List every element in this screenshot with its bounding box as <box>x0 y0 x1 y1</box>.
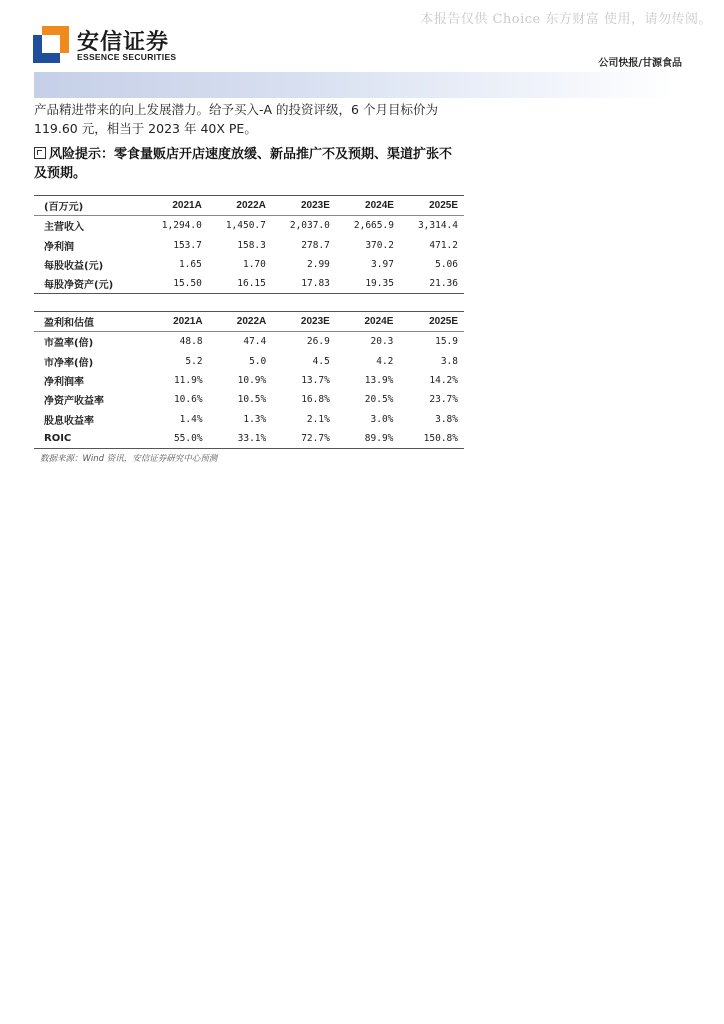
table-cell: 3.97 <box>371 259 394 271</box>
table-cell: 15.50 <box>144 274 208 294</box>
table-cell: 1,450.7 <box>225 220 266 232</box>
table-header-cell: 2023E <box>272 312 336 332</box>
table-cell: 23.7% <box>429 394 458 406</box>
table-header-cell: 2023E <box>272 196 336 216</box>
table-cell: 3.0% <box>370 413 394 425</box>
table-cell: 278.7 <box>301 239 330 251</box>
table-cell: 主营收入 <box>44 222 84 234</box>
risk-warning <box>34 145 464 183</box>
table-header-row <box>34 312 464 332</box>
table-header-cell: 2022A <box>209 312 273 332</box>
table-cell: 17.83 <box>272 274 336 294</box>
table-cell: 净利润 <box>44 241 74 253</box>
table-cell: 2.1% <box>306 413 330 425</box>
table-cell: 股息收益率 <box>44 415 94 427</box>
table-header-row <box>34 196 464 216</box>
table-cell: 10.5% <box>237 394 267 406</box>
table-cell: 2,037.0 <box>289 220 330 232</box>
table-row <box>34 332 464 352</box>
table-cell: 21.36 <box>400 274 464 294</box>
table-header-cell: 2025E <box>400 196 464 216</box>
table-header-cell: 2021A <box>145 312 209 332</box>
table-row <box>34 390 464 409</box>
table-cell: 4.5 <box>312 355 330 367</box>
table-cell: 13.9% <box>364 375 394 387</box>
table-cell: 3.8 <box>440 355 458 367</box>
table-cell: 153.7 <box>173 239 202 251</box>
table-cell: 20.3 <box>370 336 394 348</box>
table-cell: 13.7% <box>301 375 330 387</box>
table-cell: 16.15 <box>208 274 272 294</box>
table-row <box>34 429 464 449</box>
table-cell: 4.2 <box>376 355 394 367</box>
table-cell: 47.4 <box>243 336 267 348</box>
table-header-cell: (百万元) <box>34 196 144 216</box>
data-source-note: 数据来源：Wind 资讯，安信证券研究中心预测 <box>40 454 218 464</box>
checkbox-bullet-icon <box>34 147 46 159</box>
table-row <box>34 371 464 390</box>
table-cell: 48.8 <box>179 336 203 348</box>
table-cell: 89.9% <box>336 429 400 449</box>
table-cell: 15.9 <box>435 336 458 348</box>
table-cell: 370.2 <box>365 239 394 251</box>
table-header-cell: 2024E <box>336 312 400 332</box>
table-cell: 3,314.4 <box>417 220 458 232</box>
table-cell: 3.8% <box>435 413 458 425</box>
table-cell: 市净率(倍) <box>44 357 94 369</box>
valuation-table <box>34 311 464 449</box>
table-cell: 市盈率(倍) <box>44 338 94 350</box>
table-cell: 16.8% <box>301 394 330 406</box>
table-cell: 5.2 <box>185 355 203 367</box>
table-cell: 净资产收益率 <box>44 396 104 408</box>
risk-text: 风险提示：零食量贩店开店速度放缓、新品推广不及预期、渠道扩张不及预期。 <box>34 147 453 181</box>
table-header-cell: 盈利和估值 <box>34 312 145 332</box>
table-cell: 10.9% <box>237 375 267 387</box>
table-cell: 净利润率 <box>44 377 84 389</box>
table-cell: 14.2% <box>429 375 458 387</box>
table-cell: 33.1% <box>209 429 273 449</box>
table-cell: 2,665.9 <box>353 220 394 232</box>
table-cell: 每股收益(元) <box>44 261 104 273</box>
table-header-cell: 2021A <box>144 196 208 216</box>
table-cell: 26.9 <box>306 336 330 348</box>
table-cell: 471.2 <box>429 239 458 251</box>
company-logo <box>33 26 193 66</box>
table-cell: 158.3 <box>237 239 266 251</box>
report-type-label: 公司快报/甘源食品 <box>598 58 682 69</box>
table-cell: 55.0% <box>145 429 209 449</box>
table-cell: 5.06 <box>435 259 458 271</box>
body-paragraph: 产品精进带来的向上发展潜力。给予买入-A 的投资评级，6 个月目标价为 119.60 元，相当于 2023 年 40X PE。 <box>34 102 438 136</box>
table-cell: 1,294.0 <box>161 220 202 232</box>
header-banner <box>34 72 674 98</box>
table-row <box>34 255 464 274</box>
table-header-cell: 2025E <box>399 312 464 332</box>
table-cell: 19.35 <box>336 274 400 294</box>
financial-table <box>34 195 464 294</box>
table-cell: ROIC <box>34 429 145 449</box>
table-cell: 2.99 <box>307 259 330 271</box>
table-cell: 10.6% <box>173 394 203 406</box>
table-header-cell: 2024E <box>336 196 400 216</box>
table-row <box>34 274 464 294</box>
table-cell: 1.4% <box>179 413 203 425</box>
table-row <box>34 352 464 371</box>
table-cell: 5.0 <box>249 355 267 367</box>
table-cell: 1.70 <box>242 259 266 271</box>
table-header-cell: 2022A <box>208 196 272 216</box>
table-cell: 72.7% <box>272 429 336 449</box>
logo-name-cn: 安信证券 <box>77 30 170 55</box>
table-cell: 每股净资产(元) <box>34 274 144 294</box>
table-cell: 1.65 <box>178 259 202 271</box>
table-row <box>34 216 464 236</box>
table-row <box>34 236 464 255</box>
table-row <box>34 409 464 428</box>
table-cell: 20.5% <box>364 394 394 406</box>
logo-name-en: ESSENCE SECURITIES <box>77 52 177 62</box>
table-cell: 150.8% <box>399 429 464 449</box>
logo-mark-icon <box>33 26 69 63</box>
table-cell: 11.9% <box>173 375 203 387</box>
table-cell: 1.3% <box>243 413 267 425</box>
watermark-text: 本报告仅供 Choice 东方财富 使用，请勿传阅。 <box>420 12 712 27</box>
